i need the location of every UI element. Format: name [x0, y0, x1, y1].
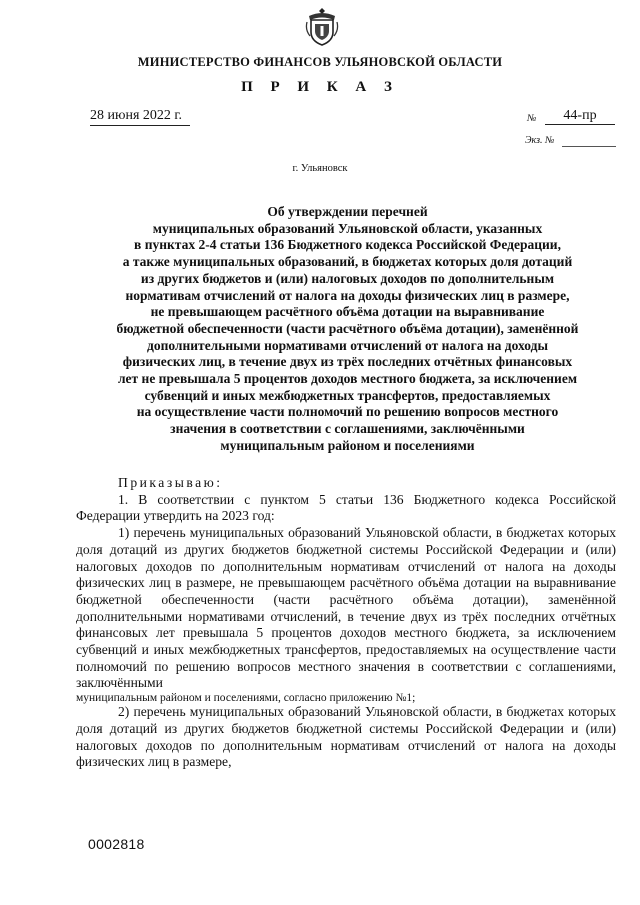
heading-line: субвенций и иных межбюджетных трансфертов, предоставляемых: [144, 387, 551, 403]
copy-number-label: Экз. №: [525, 135, 555, 146]
order-title: П Р И К А З: [241, 79, 399, 95]
order-number-label: №: [527, 113, 537, 124]
heading-line: лет не превышала 5 процентов доходов местного бюджета, за исключением: [117, 371, 578, 387]
order-number: 44-пр: [545, 108, 615, 125]
city: г. Ульяновск: [292, 163, 348, 174]
list-item-1-ending: муниципальным районом и поселениями, согласно приложению №1;: [76, 692, 416, 705]
heading-line: а также муниципальных образований, в бюджетах которых доля дотаций: [122, 254, 573, 270]
heading-line: физических лиц, в течение двух из трёх последних отчётных финансовых: [122, 354, 573, 370]
copy-number-line: [562, 146, 616, 147]
list-item-2: 2) перечень муниципальных образований Ульяновской области, в бюджетах которых доля дотаций из других бюджетов бюджетной системы Российской Федерации и (или) налоговых доходов по дополнительным нормативам отчислений от налога на доходы физических лиц в размере,: [76, 704, 616, 770]
heading-line: Об утверждении перечней: [267, 204, 428, 219]
list-item-1: 1) перечень муниципальных образований Ульяновской области, в бюджетах которых доля дотаций из других бюджетов бюджетной системы Российской Федерации и (или) налоговых доходов по дополнительным нормативам отчислений от налога на доходы физических лиц в размере, не превышающем расчётного объёма дотации на выравнивание бюджетной обеспеченности (части расчётного объёма дотации), заменённой дополнительными нормативами отчислений, в течение двух из трёх последних отчётных финансовых лет превышала 5 процентов доходов местного бюджета, за исключением субвенций и иных межбюджетных трансфертов, предоставляемых на осуществление части полномочий по решению вопросов местного значения в соответствии с соглашениями, заключёнными: [76, 525, 616, 691]
heading-line: муниципальным районом и поселениями: [220, 437, 475, 453]
heading-line: муниципальных образований Ульяновской области, указанных: [152, 220, 543, 236]
heading-line: не превышающем расчётного объёма дотации на выравнивание: [150, 304, 545, 320]
order-date: 28 июня 2022 г.: [90, 108, 190, 126]
ministry-name: МИНИСТЕРСТВО ФИНАНСОВ УЛЬЯНОВСКОЙ ОБЛАСТИ: [137, 55, 503, 69]
page-serial-number: 0002818: [88, 836, 145, 852]
orders-label: Приказываю:: [118, 475, 223, 490]
document-heading: [80, 204, 615, 455]
document-body: [76, 475, 616, 771]
paragraph-1: 1. В соответствии с пунктом 5 статьи 136 Бюджетного кодекса Российской Федерации утвердить на 2023 год:: [76, 491, 616, 524]
heading-line: дополнительными нормативами отчислений от налога на доходы: [147, 337, 548, 353]
coat-of-arms-icon: [305, 6, 339, 46]
heading-line: значения в соответствии с соглашениями, заключёнными: [170, 421, 525, 437]
heading-line: на осуществление части полномочий по решению вопросов местного: [136, 404, 559, 420]
heading-line: из других бюджетов и (или) налоговых доходов по дополнительным: [140, 270, 555, 286]
heading-line: нормативам отчислений от налога на доходы физических лиц в размере,: [125, 287, 570, 303]
heading-line: бюджетной обеспеченности (части расчётного объёма дотации), заменённой: [116, 320, 579, 336]
heading-line: в пунктах 2-4 статьи 136 Бюджетного кодекса Российской Федерации,: [134, 237, 561, 253]
